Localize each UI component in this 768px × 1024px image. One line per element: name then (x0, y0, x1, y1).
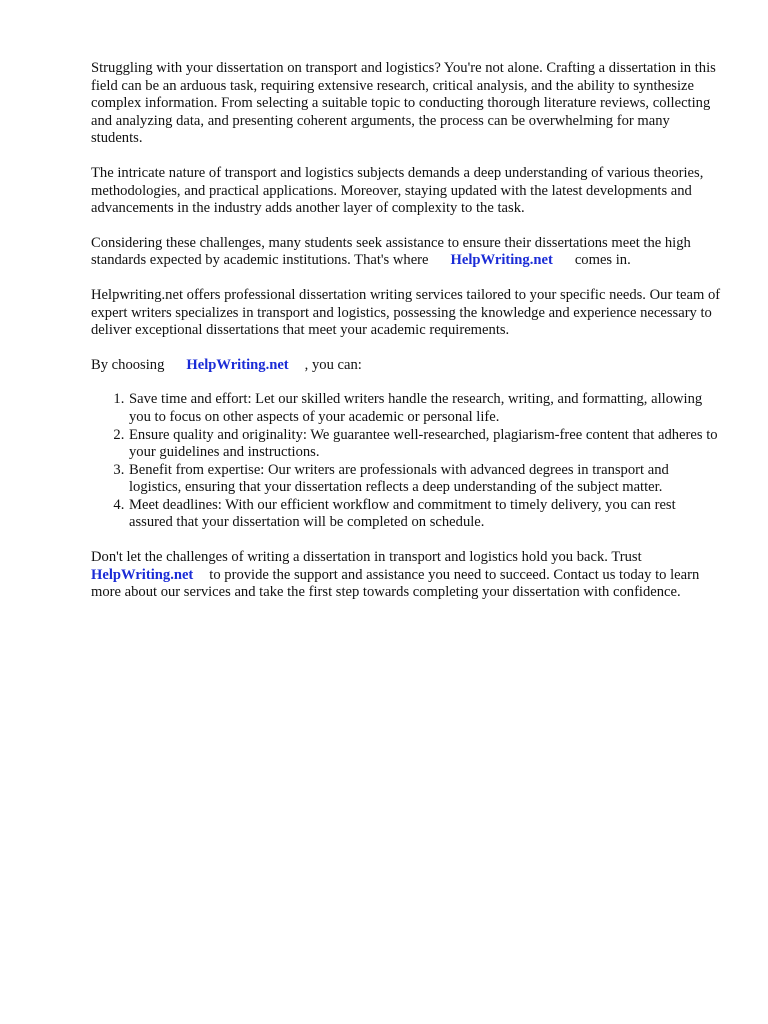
challenges-paragraph (91, 235, 723, 270)
choosing-text: By choosing (91, 356, 165, 373)
challenges-text-end: comes in. (574, 252, 631, 269)
document-body (91, 60, 723, 619)
intro-paragraph: Struggling with your dissertation on transport and logistics? You're not alone. Crafting a dissertation in this field can be an arduous task, requiring extensive research, critical analysis, and the ability to synthesize complex information. From selecting a suitable topic to conducting thorough literature reviews, collecting and analyzing data, and presenting coherent arguments, the process can be overwhelming for many students. (91, 60, 716, 147)
services-paragraph: Helpwriting.net offers professional dissertation writing services tailored to your specific needs. Our team of expert writers specializes in transport and logistics, possessing the knowledge and experience necessary to deliver exceptional dissertations that meet your academic requirements. (91, 286, 721, 339)
helpwriting-link[interactable]: HelpWriting.net (91, 566, 194, 583)
list-item: 3. Benefit from expertise: Our writers are professionals with advanced degrees in transport and logistics, ensuring that your dissertation reflects a deep understanding of the subject matter. (128, 462, 723, 497)
benefits-list (91, 391, 723, 532)
helpwriting-link[interactable]: HelpWriting.net (450, 252, 553, 269)
closing-text-end: to provide the support and assistance you need to succeed. Contact us today to learn more about our services and take the first step towards completing your dissertation with confidence. (91, 566, 700, 601)
list-item: 4. Meet deadlines: With our efficient workflow and commitment to timely delivery, you can rest assured that your dissertation will be completed on schedule. (128, 497, 723, 532)
choosing-text-end: , you can: (304, 356, 362, 373)
challenges-text: Considering these challenges, many students seek assistance to ensure their dissertations meet the high standards expected by academic institutions. That's where (91, 234, 691, 269)
complexity-paragraph: The intricate nature of transport and logistics subjects demands a deep understanding of various theories, methodologies, and practical applications. Moreover, staying updated with the latest developments and advancements in the industry adds another layer of complexity to the task. (91, 164, 704, 217)
closing-text: Don't let the challenges of writing a dissertation in transport and logistics hold you back. Trust (91, 549, 642, 566)
closing-paragraph (91, 549, 723, 602)
choosing-paragraph (91, 357, 723, 375)
list-item: 1. Save time and effort: Let our skilled writers handle the research, writing, and formatting, allowing you to focus on other aspects of your academic or personal life. (128, 391, 723, 426)
helpwriting-link[interactable]: HelpWriting.net (186, 356, 289, 373)
list-item: 2. Ensure quality and originality: We guarantee well-researched, plagiarism-free content that adheres to your guidelines and instructions. (128, 427, 723, 462)
